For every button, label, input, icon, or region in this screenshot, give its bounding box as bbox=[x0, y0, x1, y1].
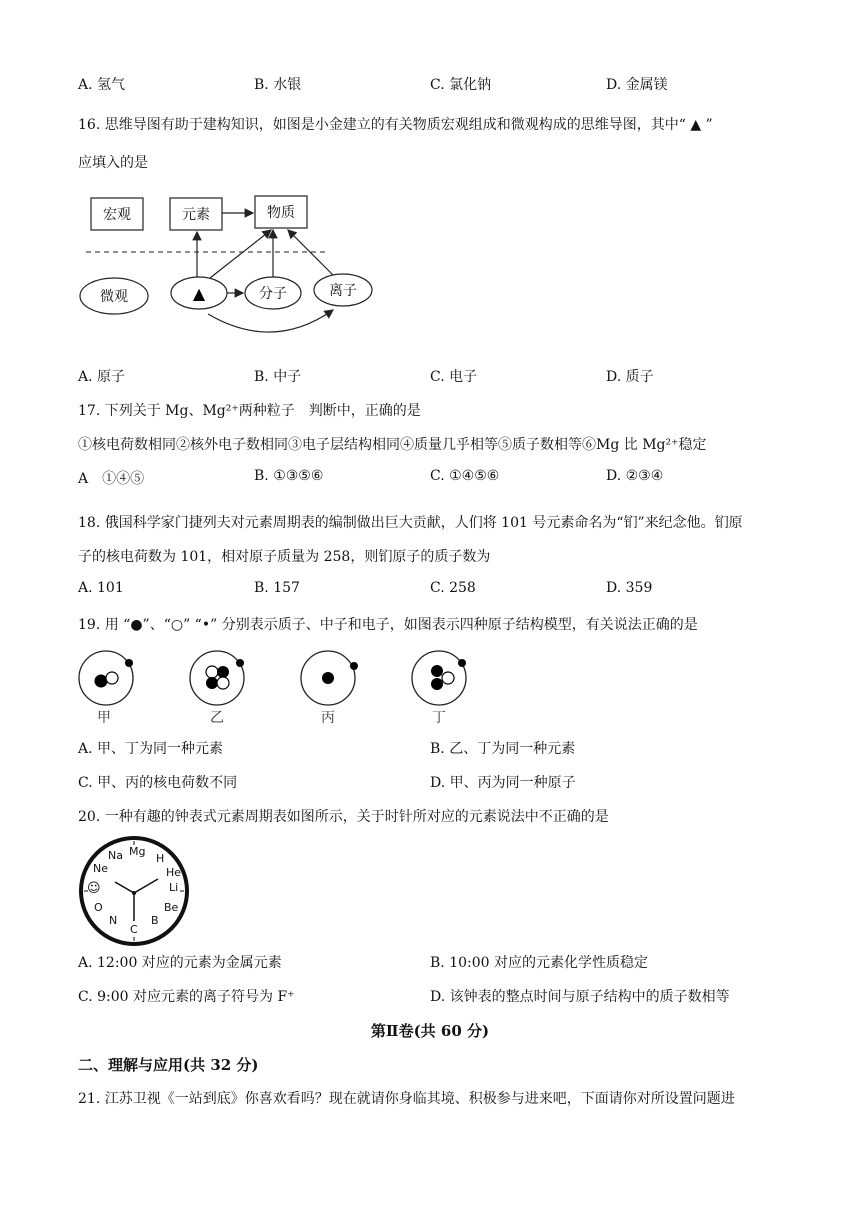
clock-mg: Mg bbox=[129, 845, 146, 858]
q20-clock-periodic-table bbox=[78, 835, 190, 947]
q20-stem: 20. 一种有趣的钟表式元素周期表如图所示，关于时针所对应的元素说法中不正确的是 bbox=[78, 809, 609, 825]
atom-ding-neutron-2 bbox=[431, 678, 443, 690]
q16-option-b: B. 中子 bbox=[254, 369, 302, 385]
q17-stem: 17. 下列关于 Mg、Mg²⁺两种粒子 判断中，正确的是 bbox=[78, 403, 421, 419]
atom-jia-proton bbox=[95, 675, 107, 687]
q17-option-c: C. ①④⑤⑥ bbox=[430, 468, 500, 484]
ion-label: 离子 bbox=[329, 283, 357, 299]
q18-option-b: B. 157 bbox=[254, 580, 300, 596]
q17-option-a: A ①④⑤ bbox=[78, 471, 145, 487]
q16-mind-map-diagram bbox=[78, 190, 378, 350]
atom-label-ding: 丁 bbox=[432, 710, 446, 726]
q20-option-d: D. 该钟表的整点时间与原子结构中的质子数相等 bbox=[430, 989, 730, 1005]
q15-option-b: B. 水银 bbox=[254, 77, 302, 93]
clock-be: Be bbox=[164, 901, 179, 914]
q16-stem-line2: 应填入的是 bbox=[78, 155, 148, 171]
atom-yi-neutron-2 bbox=[217, 677, 229, 689]
q21-stem: 21. 江苏卫视《一站到底》你喜欢看吗？现在就请你身临其境、积极参与进来吧，下面请你对所设置问题进 bbox=[78, 1091, 735, 1107]
atom-label-yi: 乙 bbox=[210, 710, 224, 726]
q20-option-a: A. 12:00 对应的元素为金属元素 bbox=[78, 955, 282, 971]
atom-bing-proton bbox=[322, 672, 334, 684]
section2-part-heading: 二、理解与应用(共 32 分) bbox=[78, 1056, 259, 1074]
substance-label: 物质 bbox=[267, 205, 295, 221]
clock-h: H bbox=[156, 852, 165, 865]
q15-option-a: A. 氢气 bbox=[78, 77, 126, 93]
q19-option-c: C. 甲、丙的核电荷数不同 bbox=[78, 775, 238, 791]
macro-label: 宏观 bbox=[103, 207, 131, 223]
atom-yi-electron bbox=[236, 659, 244, 667]
q16-stem-line1: 16. 思维导图有助于建构知识，如图是小金建立的有关物质宏观组成和微观构成的思维导图，其中“ ▲ ” bbox=[78, 117, 713, 133]
atom-label-jia: 甲 bbox=[97, 710, 111, 726]
q20-option-c: C. 9:00 对应元素的离子符号为 F⁺ bbox=[78, 989, 295, 1005]
clock-li: Li bbox=[169, 881, 179, 894]
micro-label: 微观 bbox=[100, 289, 128, 305]
clock-smiley: ☺ bbox=[87, 881, 101, 896]
q16-option-c: C. 电子 bbox=[430, 369, 478, 385]
q17-option-d: D. ②③④ bbox=[606, 468, 664, 484]
atom-yi bbox=[190, 651, 244, 705]
clock-o: O bbox=[94, 901, 103, 914]
clock-na: Na bbox=[108, 849, 123, 862]
element-label: 元素 bbox=[182, 207, 210, 223]
triangle-icon: ▲ bbox=[192, 284, 206, 303]
atom-yi-proton-2 bbox=[206, 677, 218, 689]
clock-ne: Ne bbox=[93, 862, 108, 875]
q17-statements: ①核电荷数相同②核外电子数相同③电子层结构相同④质量几乎相等⑤质子数相等⑥Mg 比 Mg²⁺稳定 bbox=[78, 437, 707, 453]
q17-option-b: B. ①③⑤⑥ bbox=[254, 468, 324, 484]
section2-title: 第Ⅱ卷(共 60 分) bbox=[370, 1022, 490, 1040]
clock-c: C bbox=[130, 923, 138, 936]
atom-yi-proton-1 bbox=[217, 666, 229, 678]
atom-bing-electron bbox=[350, 662, 358, 670]
atom-label-bing: 丙 bbox=[321, 710, 335, 726]
q18-option-d: D. 359 bbox=[606, 580, 653, 596]
q15-option-c: C. 氯化钠 bbox=[430, 77, 492, 93]
q19-stem: 19. 用 “●”、“○” “•” 分别表示质子、中子和电子，如图表示四种原子结构模型，有关说法正确的是 bbox=[78, 617, 698, 633]
atom-yi-neutron-1 bbox=[206, 666, 218, 678]
q16-option-a: A. 原子 bbox=[78, 369, 126, 385]
atom-ding bbox=[412, 651, 466, 705]
atom-ding-neutron-1 bbox=[442, 672, 454, 684]
atom-jia-electron bbox=[125, 659, 133, 667]
clock-b: B bbox=[151, 914, 159, 927]
atom-jia-neutron bbox=[106, 672, 118, 684]
q19-option-b: B. 乙、丁为同一种元素 bbox=[430, 741, 576, 757]
q18-option-a: A. 101 bbox=[78, 580, 124, 596]
q15-option-d: D. 金属镁 bbox=[606, 77, 668, 93]
atom-ding-electron bbox=[458, 659, 466, 667]
clock-he: He bbox=[166, 866, 182, 879]
q20-option-b: B. 10:00 对应的元素化学性质稳定 bbox=[430, 955, 648, 971]
clock-n: N bbox=[109, 914, 118, 927]
molecule-label: 分子 bbox=[259, 286, 287, 302]
q19-atom-models-diagram bbox=[74, 650, 474, 730]
q18-stem-line2: 子的核电荷数为 101，相对原子质量为 258，则钔原子的质子数为 bbox=[78, 549, 491, 565]
q19-option-d: D. 甲、丙为同一种原子 bbox=[430, 775, 576, 791]
atom-ding-proton bbox=[431, 665, 443, 677]
q18-option-c: C. 258 bbox=[430, 580, 476, 596]
q18-stem-line1: 18. 俄国科学家门捷列夫对元素周期表的编制做出巨大贡献，人们将 101 号元素命名为“钔”来纪念他。钔原 bbox=[78, 515, 743, 531]
q16-option-d: D. 质子 bbox=[606, 369, 654, 385]
q19-option-a: A. 甲、丁为同一种元素 bbox=[78, 741, 224, 757]
